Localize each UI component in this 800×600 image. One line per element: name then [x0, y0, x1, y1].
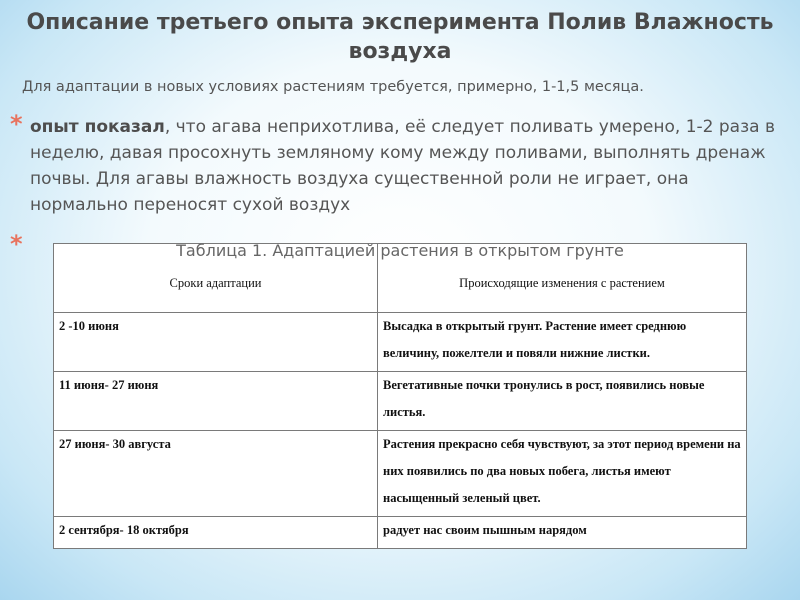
- table-cell-period: 2 -10 июня: [54, 313, 378, 372]
- bullet-lead: опыт показал: [30, 117, 165, 137]
- table-row: [54, 372, 747, 431]
- bullet-paragraph: [30, 114, 790, 218]
- table-row: [54, 517, 747, 549]
- adaptation-table: [53, 243, 747, 549]
- table-row: [54, 431, 747, 517]
- table-cell-period: 2 сентября- 18 октября: [54, 517, 378, 549]
- table-cell-changes: Растения прекрасно себя чувствуют, за этот период времени на них появились по два новых побега, листья имеют насыщенный зеленый цвет.: [378, 431, 747, 517]
- bullet-asterisk-icon: *: [10, 110, 23, 138]
- table-header-period: Сроки адаптации: [54, 244, 378, 313]
- table-cell-changes: Вегетативные почки тронулись в рост, появились новые листья.: [378, 372, 747, 431]
- bullet-asterisk-icon: *: [10, 230, 23, 258]
- table-header-changes: Происходящие изменения с растением: [378, 244, 747, 313]
- table-cell-period: 27 июня- 30 августа: [54, 431, 378, 517]
- table-caption: Таблица 1. Адаптацией растения в открытом грунте: [176, 241, 624, 260]
- table-cell-period: 11 июня- 27 июня: [54, 372, 378, 431]
- slide-title: Описание третьего опыта эксперимента Полив Влажность воздуха: [26, 10, 774, 64]
- subtitle: Для адаптации в новых условиях растениям требуется, примерно, 1-1,5 месяца.: [22, 79, 644, 95]
- table-cell-changes: Высадка в открытый грунт. Растение имеет среднюю величину, пожелтели и повяли нижние листки.: [378, 313, 747, 372]
- bullet-text: , что агава неприхотлива, её следует поливать умерено, 1-2 раза в неделю, давая просохнуть земляному кому между поливами, выполнять дренаж почвы. Для агавы влажность воздуха существенной роли не играет, она нормально переносят сухой воздух: [30, 117, 775, 215]
- table-cell-changes: радует нас своим пышным нарядом: [378, 517, 747, 549]
- table-row: [54, 313, 747, 372]
